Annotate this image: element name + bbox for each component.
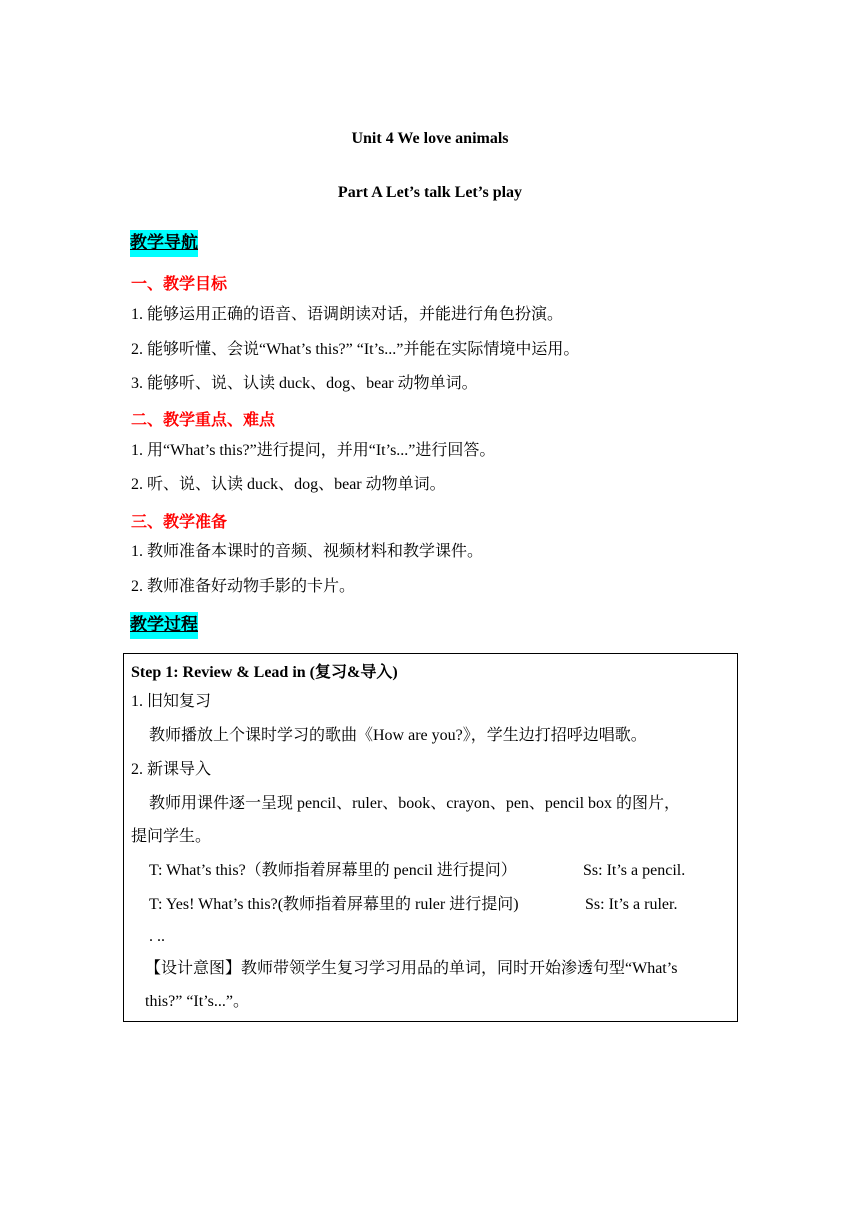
- lead-text-continued: 提问学生。: [131, 828, 212, 845]
- review-heading: 1. 旧知复习: [131, 693, 212, 710]
- preparation-heading: 三、教学准备: [131, 512, 228, 531]
- key-point-item: 2. 听、说、认读 duck、dog、bear 动物单词。: [131, 476, 446, 493]
- design-intent-continued: this?” “It’s...”。: [145, 993, 249, 1010]
- objective-item: 3. 能够听、说、认读 duck、dog、bear 动物单词。: [131, 375, 478, 392]
- objective-item: 1. 能够运用正确的语音、语调朗读对话，并能进行角色扮演。: [131, 306, 564, 323]
- dialog-teacher-line: T: Yes! What’s this?(教师指着屏幕里的 ruler 进行提问): [149, 896, 519, 913]
- objectives-heading: 一、教学目标: [131, 274, 228, 293]
- dialog-students-line: Ss: It’s a pencil.: [583, 862, 686, 879]
- lead-text: 教师用课件逐一呈现 pencil、ruler、book、crayon、pen、pencil box 的图片，: [149, 795, 681, 812]
- design-intent: 【设计意图】教师带领学生复习学习用品的单词，同时开始渗透句型“What’s: [145, 960, 678, 977]
- review-text: 教师播放上个课时学习的歌曲《How are you?》，学生边打招呼边唱歌。: [149, 727, 647, 744]
- preparation-item: 2. 教师准备好动物手影的卡片。: [131, 578, 356, 595]
- objective-item: 2. 能够听懂、会说“What’s this?” “It’s...”并能在实际情境中运用。: [131, 341, 580, 358]
- lead-heading: 2. 新课导入: [131, 761, 212, 778]
- dialog-teacher-line: T: What’s this?（教师指着屏幕里的 pencil 进行提问）: [149, 862, 517, 879]
- dialog-students-line: Ss: It’s a ruler.: [585, 896, 678, 913]
- key-point-item: 1. 用“What’s this?”进行提问，并用“It’s...”进行回答。: [131, 442, 496, 459]
- preparation-item: 1. 教师准备本课时的音频、视频材料和教学课件。: [131, 543, 484, 560]
- step1-title: Step 1: Review & Lead in (复习&导入): [131, 664, 398, 681]
- ellipsis: . ..: [149, 928, 165, 945]
- teaching-process-label: 教学过程: [130, 612, 198, 639]
- key-points-heading: 二、教学重点、难点: [131, 410, 276, 429]
- unit-title: Unit 4 We love animals: [351, 130, 509, 147]
- step1-box: [123, 653, 738, 1022]
- teaching-navigation-label: 教学导航: [130, 230, 198, 257]
- part-title: Part A Let’s talk Let’s play: [337, 184, 523, 201]
